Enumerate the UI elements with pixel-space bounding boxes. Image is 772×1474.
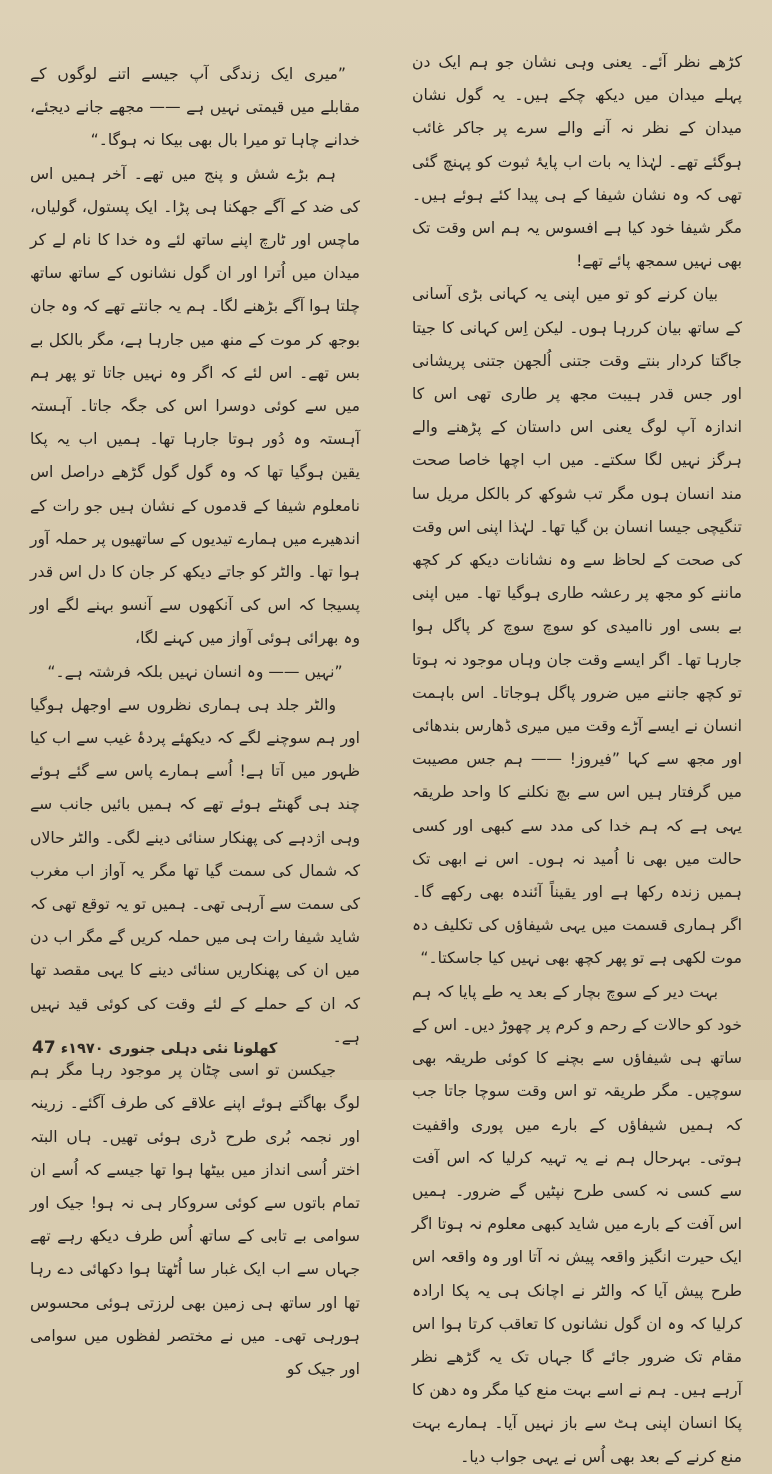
paragraph: والٹر جلد ہی ہماری نظروں سے اوجھل ہوگیا اور ہم سوچنے لگے کہ دیکھئے پردۂ غیب سے اب کیا ظہور میں آتا ہے! اُسے ہمارے پاس سے گئے ہوئے چند ہی گھنٹے ہوئے تھے کہ ہمیں بائیں جانب سے وہی اژدہے کی پھنکار سنائی دینے لگی۔ والٹر حالاں کہ شمال کی سمت گیا تھا مگر یہ آواز اب مغرب کی سمت سے آرہی تھی۔ ہمیں تو یہ توقع تھی کہ شاید شیفا رات ہی میں حملہ کریں گے مگر اب دن میں ان کی پھنکاریں سنائی دینے کا یہی مقصد تھا کہ ان کے حملے کے لئے وقت کی کوئی قید نہیں ہے۔	[30, 695, 360, 1046]
quote-paragraph: ”نہیں —— وہ انسان نہیں بلکہ فرشتہ ہے۔“	[47, 662, 343, 681]
paragraph: بہت دیر کے سوچ بچار کے بعد یہ طے پایا کہ ہم خود کو حالات کے رحم و کرم پر چھوڑ دیں۔ اس کے ساتھ ہی شیفاؤں سے بچنے کا کوئی طریقہ بھی سوچیں۔ مگر طریقہ تو اس وقت سوچا جاتا جب کہ ہمیں شیفاؤں کے بارے میں پوری واقفیت ہوتی۔ بہرحال ہم نے یہ تہیہ کرلیا کہ اس آفت سے کسی نہ کسی طرح نپٹیں گے ضرور۔ ہمیں اس آفت کے بارے میں شاید کبھی معلوم نہ ہوتا اگر ایک حیرت انگیز واقعہ پیش نہ آتا اور وہ واقعہ اس طرح پیش آیا کہ والٹر نے اچانک ہی یہ پکا ارادہ کرلیا کہ وہ ان گول نشانوں کا تعاقب کرتا ہوا اس مقام تک ضرور جائے گا جہاں تک یہ گڑھے نظر آرہے ہیں۔ ہم نے اسے بہت منع کیا مگر وہ دھن کا پکا انسان اپنی ہٹ سے باز نہیں آیا۔ ہمارے بہت منع کرنے کے بعد بھی اُس نے یہی جواب دیا۔	[412, 982, 742, 1466]
paragraph: جیکسن تو اسی چٹان پر موجود رہا مگر ہم لوگ بھاگتے ہوئے اپنے علاقے کی طرف آگئے۔ زرینہ اور نجمہ بُری طرح ڈری ہوئی تھیں۔ ہاں البتہ اختر اُسی انداز میں بیٹھا ہوا تھا جیسے کہ اُسے ان تمام باتوں سے کوئی سروکار ہی نہ ہو! جیک اور سوامی بے تابی کے ساتھ اُس طرف دیکھ رہے تھے جہاں سے اب ایک غبار سا اُٹھتا ہوا دکھائی دے رہا تھا اور ساتھ ہی زمین بھی لرزتی ہوئی محسوس ہورہی تھی۔ میں نے مختصر لفظوں میں سوامی اور جیک کو	[30, 1061, 360, 1378]
quote-paragraph: ”میری ایک زندگی آپ جیسے اتنے لوگوں کے مقابلے میں قیمتی نہیں ہے —— مجھے جانے دیجئے، خدانے چاہا تو میرا بال بھی بیکا نہ ہوگا۔“	[30, 65, 360, 150]
paragraph: بیان کرنے کو تو میں اپنی یہ کہانی بڑی آسانی کے ساتھ بیان کررہا ہوں۔ لیکن اِس کہانی کا جیتا جاگتا کردار بنتے وقت جتنی اُلجھن جتنی پریشانی اور جس قدر ہیبت مجھ پر طاری تھی اس کا اندازہ آپ لوگ یعنی اس داستان کے پڑھنے والے ہرگز نہیں لگا سکتے۔ میں اب اچھا خاصا صحت مند انسان ہوں مگر تب شوکھ کر بالکل مریل سا تنگیچی جیسا انسان بن گیا تھا۔ لہٰذا اپنی اس وقت کی صحت کے لحاظ سے وہ نشانات دیکھ کر کچھ ماننے کو مجھ پر رعشہ طاری ہوگیا تھا۔ میں اپنی بے بسی اور ناامیدی کو سوچ سوچ کر پاگل ہوا جارہا تھا۔ اگر ایسے وقت جان وہاں موجود نہ ہوتا تو کچھ جاننے میں ضرور پاگل ہوجاتا۔ اس باہمت انسان نے ایسے آڑے وقت میں میری ڈھارس بندھائی اور مجھ سے کہا ”فیروز! —— ہم جس مصیبت میں گرفتار ہیں اس سے بچ نکلنے کا واحد طریقہ یہی ہے کہ ہم خدا کی مدد سے کبھی اور کسی حالت میں بھی نا اُمید نہ ہوں۔ اس نے ابھی تک ہمیں زندہ رکھا ہے اور یقیناً آئندہ بھی رکھے گا۔ اگر ہماری قسمت میں یہی شیفاؤں کی تکلیف دہ موت لکھی ہے تو پھر کچھ بھی نہیں کیا جاسکتا۔“	[412, 285, 742, 968]
page-number: 47	[32, 1038, 56, 1058]
paragraph: کڑھے نظر آئے۔ یعنی وہی نشان جو ہم ایک دن پہلے میدان میں دیکھ چکے ہیں۔ یہ گول نشان میدان کے نظر نہ آنے والے سرے پر جاکر غائب ہوگئے تھے۔ لہٰذا یہ بات اب پایۂ ثبوت کو پہنچ گئی تھی کہ وہ نشان شیفا کے ہی پیدا کئے ہوئے ہیں۔ مگر شیفا خود کیا ہے افسوس یہ ہم اس وقت تک بھی نہیں سمجھ پائے تھے!	[412, 53, 742, 271]
page-footer	[28, 1038, 277, 1058]
right-column	[412, 46, 742, 1474]
left-column	[30, 58, 360, 1386]
magazine-name: کھلونا نئی دہلی جنوری ۱۹۷۰ء	[60, 1041, 278, 1057]
column-divider	[386, 48, 387, 1008]
paragraph: ہم بڑے شش و پنج میں تھے۔ آخر ہمیں اس کی ضد کے آگے جھکنا ہی پڑا۔ ایک پستول، گولیاں، ماچس اور ٹارچ اپنے ساتھ لئے وہ خدا کا نام لے کر میدان میں اُترا اور ان گول نشانوں کے ساتھ ساتھ چلتا ہوا آگے بڑھنے لگا۔ ہم یہ جانتے تھے کہ وہ جان بوجھ کر موت کے منھ میں جارہا ہے، مگر بالکل بے بس تھے۔ اس لئے کہ اگر وہ نہیں جاتا تو پھر ہم میں سے کوئی دوسرا اس کی جگہ جاتا۔ آہستہ آہستہ وہ دُور ہوتا جارہا تھا۔ ہمیں اب یہ پکا یقین ہوگیا تھا کہ وہ گول گول گڑھے دراصل اس نامعلوم شیفا کے قدموں کے نشان ہیں جو رات کے اندھیرے میں ہمارے تیدیوں کے ساتھیوں پر حملہ آور ہوا تھا۔ والٹر کو جاتے دیکھ کر جان کا دل اس قدر پسیجا کہ اس کی آنکھوں سے آنسو بہنے لگے اور وہ بھرائی ہوئی آواز میں کہنے لگا،	[30, 164, 360, 648]
